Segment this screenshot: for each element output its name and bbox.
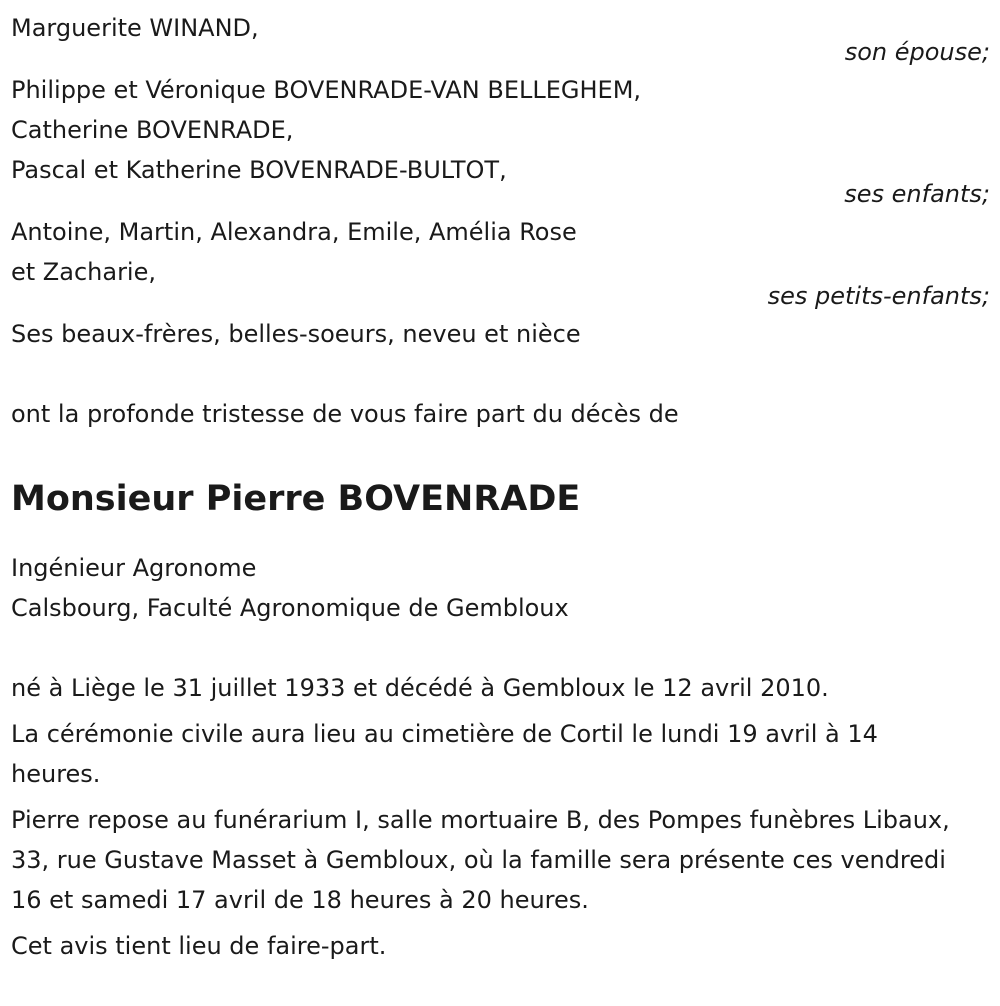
deceased-name: Monsieur Pierre BOVENRADE [11,479,581,519]
child-name: Philippe et Véronique BOVENRADE-VAN BELLEGHEM, [11,76,642,104]
children-role: ses enfants; [844,180,990,208]
grandchildren-role: ses petits-enfants; [767,282,990,310]
ceremony-paragraph: La cérémonie civile aura lieu au cimetière de Cortil le lundi 19 avril à 14 heures. [11,720,878,788]
profession-line: Ingénieur Agronome [11,554,257,582]
spacer [11,434,990,474]
grandchildren-names: Antoine, Martin, Alexandra, Emile, Amélia Rose [11,218,577,246]
child-name: Catherine BOVENRADE, [11,116,294,144]
affiliation-line: Calsbourg, Faculté Agronomique de Gembloux [11,594,569,622]
child-name: Pascal et Katherine BOVENRADE-BULTOT, [11,156,507,184]
grandchildren-names: et Zacharie, [11,258,156,286]
announcement-line: ont la profonde tristesse de vous faire part du décès de [11,400,679,428]
spacer [11,628,990,668]
spouse-role: son épouse; [844,38,990,66]
spouse-name: Marguerite WINAND, [11,14,259,42]
repose-paragraph: Pierre repose au funérarium I, salle mortuaire B, des Pompes funèbres Libaux, 33, rue Gustave Masset à Gembloux, où la famille sera présente ces vendredi 16 et samedi 17 avril de 18 heures à 20 heures. [11,806,950,914]
birth-death-line: né à Liège le 31 juillet 1933 et décédé à Gembloux le 12 avril 2010. [11,674,829,702]
spacer [11,524,990,548]
spacer [11,354,990,394]
notice-line: Cet avis tient lieu de faire-part. [11,932,387,960]
inlaws-line: Ses beaux-frères, belles-soeurs, neveu et nièce [11,320,581,348]
